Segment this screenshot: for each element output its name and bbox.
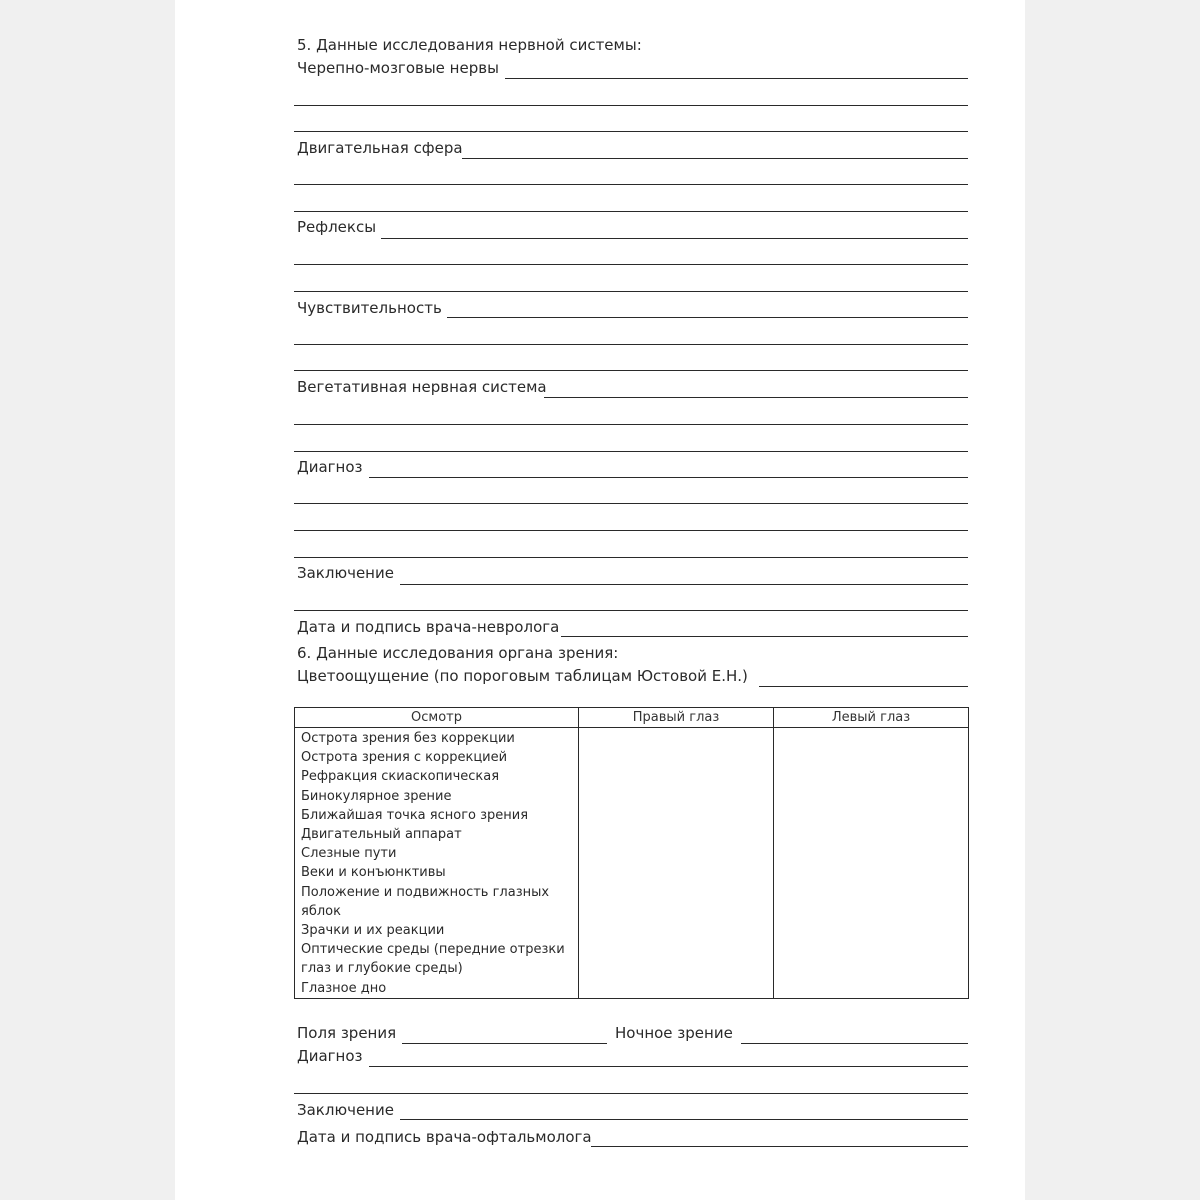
exam-item: Ближайшая точка ясного зрения — [301, 807, 529, 823]
eye-diagnosis-line[interactable] — [369, 1066, 968, 1067]
left-eye-cell[interactable] — [774, 728, 969, 999]
sensitivity-line-3[interactable] — [294, 370, 968, 371]
motor-sphere-line-2[interactable] — [294, 184, 968, 185]
sensitivity-line-2[interactable] — [294, 344, 968, 345]
cranial-nerves-line[interactable] — [505, 78, 968, 79]
exam-item: Положение и подвижность глазных — [301, 884, 550, 900]
color-perception-label: Цветоощущение (по пороговым таблицам Юстовой Е.Н.) — [297, 667, 748, 685]
motor-sphere-line-3[interactable] — [294, 211, 968, 212]
ophthalmologist-signature-label: Дата и подпись врача-офтальмолога — [297, 1128, 592, 1146]
exam-item: яблок — [301, 903, 341, 919]
conclusion-line[interactable] — [400, 584, 968, 585]
document-page — [175, 0, 1025, 1200]
header-exam: Осмотр — [295, 708, 579, 728]
reflexes-line-3[interactable] — [294, 291, 968, 292]
cranial-nerves-line-2[interactable] — [294, 105, 968, 106]
diagnosis-label: Диагноз — [297, 458, 363, 476]
exam-item: Глазное дно — [301, 980, 387, 996]
visual-fields-line[interactable] — [402, 1043, 607, 1044]
exam-item: глаз и глубокие среды) — [301, 961, 463, 977]
vegetative-label: Вегетативная нервная система — [297, 378, 547, 396]
cranial-nerves-line-3[interactable] — [294, 131, 968, 132]
diagnosis-line-2[interactable] — [294, 503, 968, 504]
reflexes-line-2[interactable] — [294, 264, 968, 265]
diagnosis-line-4[interactable] — [294, 557, 968, 558]
exam-item: Оптические среды (передние отрезки — [301, 942, 565, 958]
diagnosis-line-3[interactable] — [294, 530, 968, 531]
reflexes-label: Рефлексы — [297, 218, 377, 236]
exam-item: Зрачки и их реакции — [301, 923, 445, 939]
vegetative-line-3[interactable] — [294, 451, 968, 452]
eye-diagnosis-label: Диагноз — [297, 1047, 363, 1065]
vegetative-line[interactable] — [544, 397, 968, 398]
ophthalmologist-signature-line[interactable] — [591, 1146, 968, 1147]
sensitivity-label: Чувствительность — [297, 299, 442, 317]
neurologist-signature-line[interactable] — [561, 636, 968, 637]
exam-item: Веки и конъюнктивы — [301, 865, 446, 881]
header-left-eye: Левый глаз — [774, 708, 969, 728]
header-right-eye: Правый глаз — [579, 708, 774, 728]
exam-item: Слезные пути — [301, 846, 397, 862]
table-row — [295, 728, 969, 999]
eye-exam-table — [294, 707, 969, 999]
exam-item: Острота зрения без коррекции — [301, 731, 515, 746]
sensitivity-line[interactable] — [447, 317, 968, 318]
exam-item: Двигательный аппарат — [301, 827, 462, 843]
eye-conclusion-line[interactable] — [400, 1119, 968, 1120]
exam-items-cell — [295, 728, 579, 999]
eye-conclusion-label: Заключение — [297, 1101, 394, 1119]
conclusion-line-2[interactable] — [294, 610, 968, 611]
visual-fields-label: Поля зрения — [297, 1024, 397, 1042]
section5-title: 5. Данные исследования нервной системы: — [297, 36, 642, 54]
eye-diagnosis-line-2[interactable] — [294, 1093, 968, 1094]
color-perception-line[interactable] — [759, 686, 968, 687]
motor-sphere-label: Двигательная сфера — [297, 139, 463, 157]
reflexes-line[interactable] — [381, 238, 968, 239]
diagnosis-line[interactable] — [369, 477, 968, 478]
exam-item: Рефракция скиаскопическая — [301, 769, 500, 785]
right-eye-cell[interactable] — [579, 728, 774, 999]
night-vision-line[interactable] — [741, 1043, 968, 1044]
vegetative-line-2[interactable] — [294, 424, 968, 425]
exam-item: Острота зрения с коррекцией — [301, 750, 508, 766]
conclusion-label: Заключение — [297, 564, 394, 582]
cranial-nerves-label: Черепно-мозговые нервы — [297, 59, 499, 77]
night-vision-label: Ночное зрение — [615, 1024, 733, 1042]
motor-sphere-line[interactable] — [462, 158, 968, 159]
table-header-row — [295, 708, 969, 728]
neurologist-signature-label: Дата и подпись врача-невролога — [297, 618, 560, 636]
section6-title: 6. Данные исследования органа зрения: — [297, 644, 619, 662]
exam-item: Бинокулярное зрение — [301, 788, 452, 804]
